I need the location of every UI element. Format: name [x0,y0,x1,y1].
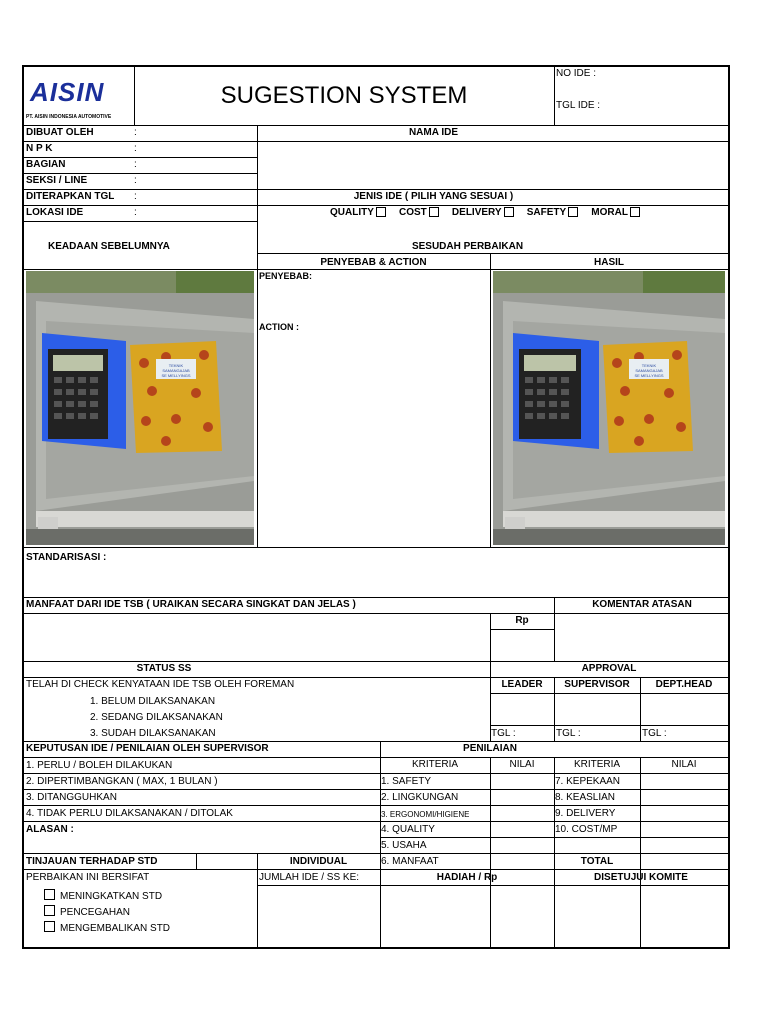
option-quality: QUALITY [330,207,374,218]
kriteria-item: 2. LINGKUNGAN [381,792,459,803]
kriteria-item: 1. SAFETY [381,776,432,787]
notebook-label-line: TEKNIK [168,363,184,368]
disetujui-label: DISETUJUI KOMITE [594,872,688,883]
keadaan-sebelumnya-label: KEADAAN SEBELUMNYA [48,241,170,252]
photo-before [26,271,254,545]
status-item: 2. SEDANG DILAKSANAKAN [90,712,223,723]
standarisasi-label: STANDARISASI : [26,552,107,563]
status-check-text: TELAH DI CHECK KENYATAAN IDE TSB OLEH FOREMAN [26,679,295,690]
perbaikan-option[interactable]: PENCEGAHAN [44,905,130,919]
company-logo [28,77,132,107]
colon: : [134,127,137,138]
option-safety: SAFETY [526,207,567,218]
hadiah-label: HADIAH / Rp [436,872,498,883]
notebook-label-line: SE MELLYINGS [634,373,664,378]
keputusan-item: 3. DITANGGUHKAN [26,792,117,803]
notebook-label-line: TEKNIK [641,363,657,368]
cost-checkbox[interactable] [429,207,439,217]
colon: : [134,191,137,202]
individual-label: INDIVIDUAL [289,856,348,867]
penilaian-title: PENILAIAN [463,743,517,754]
supervisor-label: SUPERVISOR [564,679,630,690]
option-cost: COST [399,207,427,218]
dibuat-oleh-label: DIBUAT OLEH [26,127,94,138]
delivery-checkbox[interactable] [504,207,514,217]
quality-checkbox[interactable] [376,207,386,217]
action-label: ACTION : [259,322,299,332]
moral-checkbox[interactable] [630,207,640,217]
perbaikan-label: PERBAIKAN INI BERSIFAT [26,872,150,883]
kriteria-item: 10. COST/MP [555,824,618,835]
approval-title: APPROVAL [581,663,637,674]
perbaikan-option[interactable]: MENINGKATKAN STD [44,889,162,903]
diterapkan-tgl-label: DITERAPKAN TGL [26,191,115,202]
manfaat-label: MANFAAT DARI IDE TSB ( URAIKAN SECARA SINGKAT DAN JELAS ) [26,599,356,610]
kriteria-item: 8. KEASLIAN [555,792,616,803]
no-ide-label: NO IDE : [556,68,597,79]
perbaikan-option[interactable]: MENGEMBALIKAN STD [44,921,170,935]
rp-label: Rp [515,615,529,626]
nama-ide-label: NAMA IDE [408,127,459,138]
aisin-logo-icon [28,77,132,107]
option-delivery: DELIVERY [451,207,502,218]
suggestion-form [22,65,730,949]
tgl-dept-head: TGL : [642,728,667,739]
option-moral: MORAL [591,207,628,218]
colon: : [134,207,137,218]
kriteria-item: 5. USAHA [381,840,427,851]
nilai-header: NILAI [671,759,697,770]
tgl-supervisor: TGL : [556,728,581,739]
checkbox-icon[interactable] [44,921,55,932]
form-title: SUGESTION SYSTEM [220,82,468,109]
photo-after [493,271,725,545]
npk-label: N P K [26,143,53,154]
status-item: 1. BELUM DILAKSANAKAN [90,696,216,707]
colon: : [134,175,137,186]
svg-text:AISIN: AISIN [30,77,105,107]
safety-checkbox[interactable] [568,207,578,217]
status-ss-title: STATUS SS [136,663,192,674]
colon: : [134,159,137,170]
total-label: TOTAL [580,856,614,867]
kriteria-item: 7. KEPEKAAN [555,776,621,787]
komentar-atasan-label: KOMENTAR ATASAN [592,599,692,610]
keputusan-title: KEPUTUSAN IDE / PENILAIAN OLEH SUPERVISOR [26,743,269,754]
notebook-label-line: SAMANGAJAB [162,368,190,373]
kriteria-item: 3. ERGONOMI/HIGIENE [381,810,470,819]
company-name: PT. AISIN INDONESIA AUTOMOTIVE [26,114,112,120]
keputusan-item: 2. DIPERTIMBANGKAN ( MAX, 1 BULAN ) [26,776,218,787]
penyebab-action-label: PENYEBAB & ACTION [320,257,427,268]
nilai-header: NILAI [509,759,535,770]
kriteria-header: KRITERIA [411,759,459,770]
kriteria-item: 9. DELIVERY [555,808,616,819]
status-item: 3. SUDAH DILAKSANAKAN [90,728,216,739]
tinjauan-label: TINJAUAN TERHADAP STD [26,856,158,867]
jumlah-ide-label: JUMLAH IDE / SS KE: [259,872,360,883]
checkbox-icon[interactable] [44,889,55,900]
jenis-ide-options[interactable] [330,206,730,219]
seksi-line-label: SEKSI / LINE [26,175,88,186]
notebook-label-line: SAMANGAJAB [635,368,663,373]
tgl-leader: TGL : [491,728,516,739]
checkbox-icon[interactable] [44,905,55,916]
colon: : [134,143,137,154]
tgl-ide-label: TGL IDE : [556,100,601,111]
kriteria-item: 4. QUALITY [381,824,435,835]
leader-label: LEADER [501,679,543,690]
notebook-label-line: SE MELLYINGS [161,373,191,378]
kriteria-header: KRITERIA [573,759,621,770]
keputusan-item: 1. PERLU / BOLEH DILAKUKAN [26,760,173,771]
hasil-label: HASIL [594,257,624,268]
kriteria-item: 6. MANFAAT [381,856,439,867]
penyebab-label: PENYEBAB: [259,271,313,281]
sesudah-perbaikan-label: SESUDAH PERBAIKAN [411,241,524,252]
jenis-ide-label: JENIS IDE ( PILIH YANG SESUAI ) [353,191,514,202]
keputusan-item: 4. TIDAK PERLU DILAKSANAKAN / DITOLAK [26,808,233,819]
dept-head-label: DEPT.HEAD [655,679,713,690]
bagian-label: BAGIAN [26,159,66,170]
lokasi-ide-label: LOKASI IDE [26,207,84,218]
alasan-label: ALASAN : [26,824,74,835]
